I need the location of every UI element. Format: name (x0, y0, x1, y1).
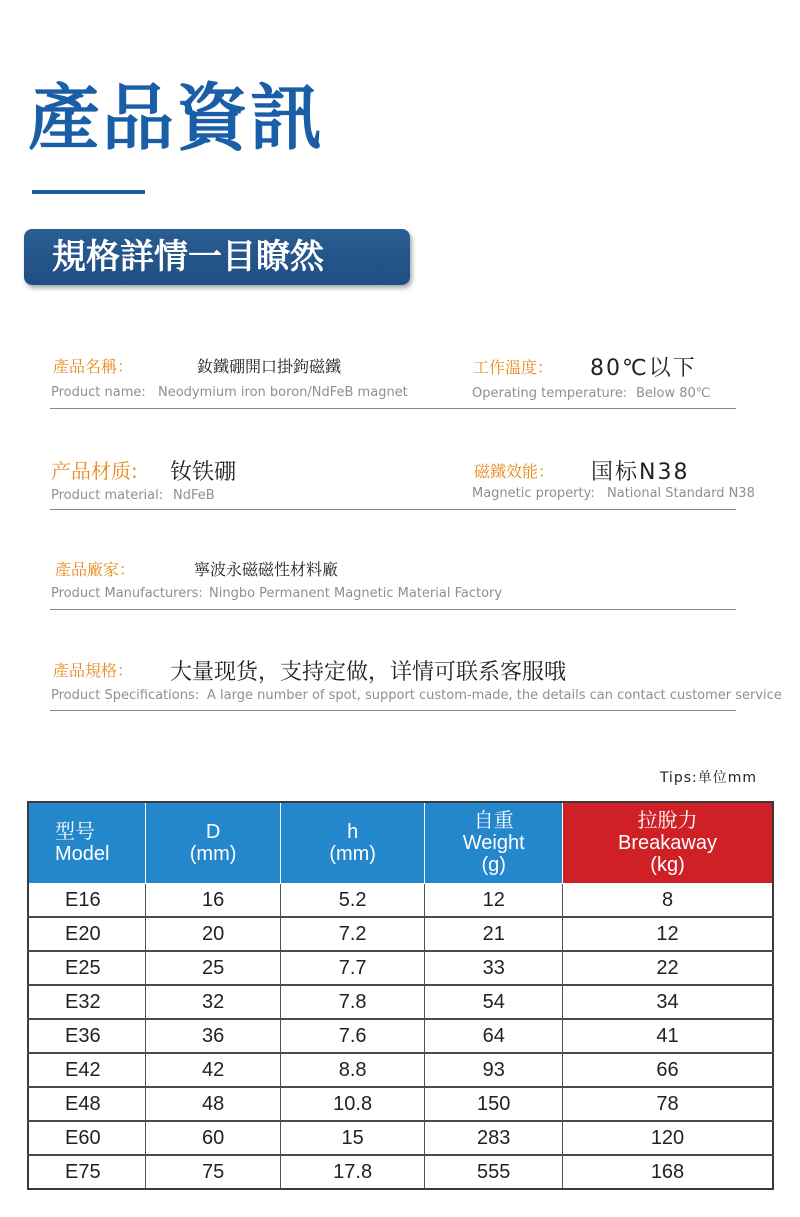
page-title: 產品資訊 (28, 76, 325, 160)
table-row (28, 884, 773, 918)
cell-h: 5.2 (280, 884, 425, 918)
cell-weight: 93 (425, 1053, 563, 1087)
magnetic-en-label: Magnetic property: (472, 486, 595, 501)
cell-weight: 12 (425, 884, 563, 918)
product-name-value: 釹鐵硼開口掛鉤磁鐵 (197, 357, 342, 376)
temperature-en-label: Operating temperature: (472, 386, 628, 401)
specification-value: 大量现货，支持定做，详情可联系客服哦 (170, 660, 567, 685)
material-en-value: NdFeB (173, 488, 215, 503)
cell-weight: 283 (425, 1121, 563, 1155)
table-row (28, 1019, 773, 1053)
header-model-cn: 型号 (55, 821, 95, 843)
cell-model: E75 (28, 1155, 146, 1189)
cell-model: E60 (28, 1121, 146, 1155)
unit-tips: Tips:单位mm (659, 770, 757, 786)
cell-d: 48 (146, 1087, 281, 1121)
spec-table (27, 801, 774, 1190)
table-row (28, 1053, 773, 1087)
cell-h: 10.8 (280, 1087, 425, 1121)
header-weight-en: Weight (462, 832, 525, 854)
table-row (28, 1121, 773, 1155)
header-breakaway-unit: (kg) (650, 854, 685, 876)
cell-model: E42 (28, 1053, 146, 1087)
header-h-unit: (mm) (329, 843, 376, 865)
manufacturer-label: 產品廠家： (55, 560, 136, 579)
cell-model: E32 (28, 985, 146, 1019)
temperature-en-value: Below 80℃ (636, 386, 711, 401)
divider (50, 609, 736, 610)
manufacturer-en-value: Ningbo Permanent Magnetic Material Factory (209, 586, 503, 601)
magnetic-en-value: National Standard N38 (607, 486, 755, 501)
table-row (28, 917, 773, 951)
spec-row-material-magnetic (50, 452, 755, 512)
header-d-name: D (205, 821, 221, 843)
cell-model: E16 (28, 884, 146, 918)
cell-h: 15 (280, 1121, 425, 1155)
cell-d: 60 (146, 1121, 281, 1155)
cell-d: 36 (146, 1019, 281, 1053)
cell-breakaway: 12 (563, 917, 773, 951)
cell-d: 25 (146, 951, 281, 985)
material-en-label: Product material: (51, 488, 164, 503)
specification-en-value: A large number of spot, support custom-made, the details can contact customer service (207, 688, 782, 703)
product-name-en-value: Neodymium iron boron/NdFeB magnet (158, 385, 408, 400)
title-underline (32, 190, 145, 194)
header-breakaway-cn: 拉脫力 (637, 810, 698, 832)
cell-weight: 33 (425, 951, 563, 985)
cell-breakaway: 34 (563, 985, 773, 1019)
cell-model: E48 (28, 1087, 146, 1121)
header-weight-unit: (g) (481, 854, 506, 876)
table-row (28, 1155, 773, 1189)
table-row (28, 951, 773, 985)
cell-weight: 54 (425, 985, 563, 1019)
cell-h: 17.8 (280, 1155, 425, 1189)
temperature-value: 80℃以下 (590, 356, 697, 381)
cell-breakaway: 120 (563, 1121, 773, 1155)
cell-weight: 64 (425, 1019, 563, 1053)
specification-en-label: Product Specifications: (51, 688, 200, 703)
cell-weight: 150 (425, 1087, 563, 1121)
spec-row-name-temperature (50, 348, 736, 410)
header-weight (425, 802, 563, 884)
header-model (28, 802, 146, 884)
cell-weight: 555 (425, 1155, 563, 1189)
cell-h: 8.8 (280, 1053, 425, 1087)
table-row (28, 985, 773, 1019)
cell-breakaway: 41 (563, 1019, 773, 1053)
magnetic-value: 国标N38 (591, 460, 690, 485)
cell-d: 32 (146, 985, 281, 1019)
product-name-en-label: Product name: (51, 385, 146, 400)
header-d-unit: (mm) (189, 843, 237, 865)
table-header-row (28, 802, 773, 884)
cell-breakaway: 168 (563, 1155, 773, 1189)
specification-label: 產品規格： (53, 661, 134, 680)
header-model-en: Model (55, 843, 110, 865)
temperature-label: 工作溫度： (473, 358, 554, 377)
divider (50, 509, 736, 510)
header-breakaway-en: Breakaway (618, 832, 717, 854)
header-weight-cn: 自重 (473, 810, 514, 832)
cell-breakaway: 78 (563, 1087, 773, 1121)
cell-d: 16 (146, 884, 281, 918)
cell-h: 7.2 (280, 917, 425, 951)
cell-h: 7.8 (280, 985, 425, 1019)
manufacturer-value: 寧波永磁磁性材料廠 (194, 560, 339, 579)
cell-d: 42 (146, 1053, 281, 1087)
cell-model: E25 (28, 951, 146, 985)
divider (50, 408, 736, 409)
cell-model: E20 (28, 917, 146, 951)
cell-breakaway: 8 (563, 884, 773, 918)
material-value: 钕铁硼 (170, 460, 237, 485)
cell-weight: 21 (425, 917, 563, 951)
header-h-name: h (347, 821, 359, 843)
header-h (280, 802, 425, 884)
spec-row-manufacturer (50, 555, 736, 611)
cell-h: 7.6 (280, 1019, 425, 1053)
header-d (146, 802, 281, 884)
table-row (28, 1087, 773, 1121)
cell-d: 75 (146, 1155, 281, 1189)
product-name-label: 產品名稱： (53, 357, 134, 376)
cell-breakaway: 22 (563, 951, 773, 985)
cell-breakaway: 66 (563, 1053, 773, 1087)
cell-h: 7.7 (280, 951, 425, 985)
material-label: 产品材质: (51, 459, 138, 483)
cell-d: 20 (146, 917, 281, 951)
divider (50, 710, 736, 711)
spec-row-specification (50, 655, 782, 713)
magnetic-label: 磁鐵效能： (474, 462, 555, 481)
subtitle-banner: 規格詳情一目瞭然 (24, 229, 410, 285)
header-breakaway (563, 802, 773, 884)
manufacturer-en-label: Product Manufacturers: (51, 586, 203, 601)
cell-model: E36 (28, 1019, 146, 1053)
